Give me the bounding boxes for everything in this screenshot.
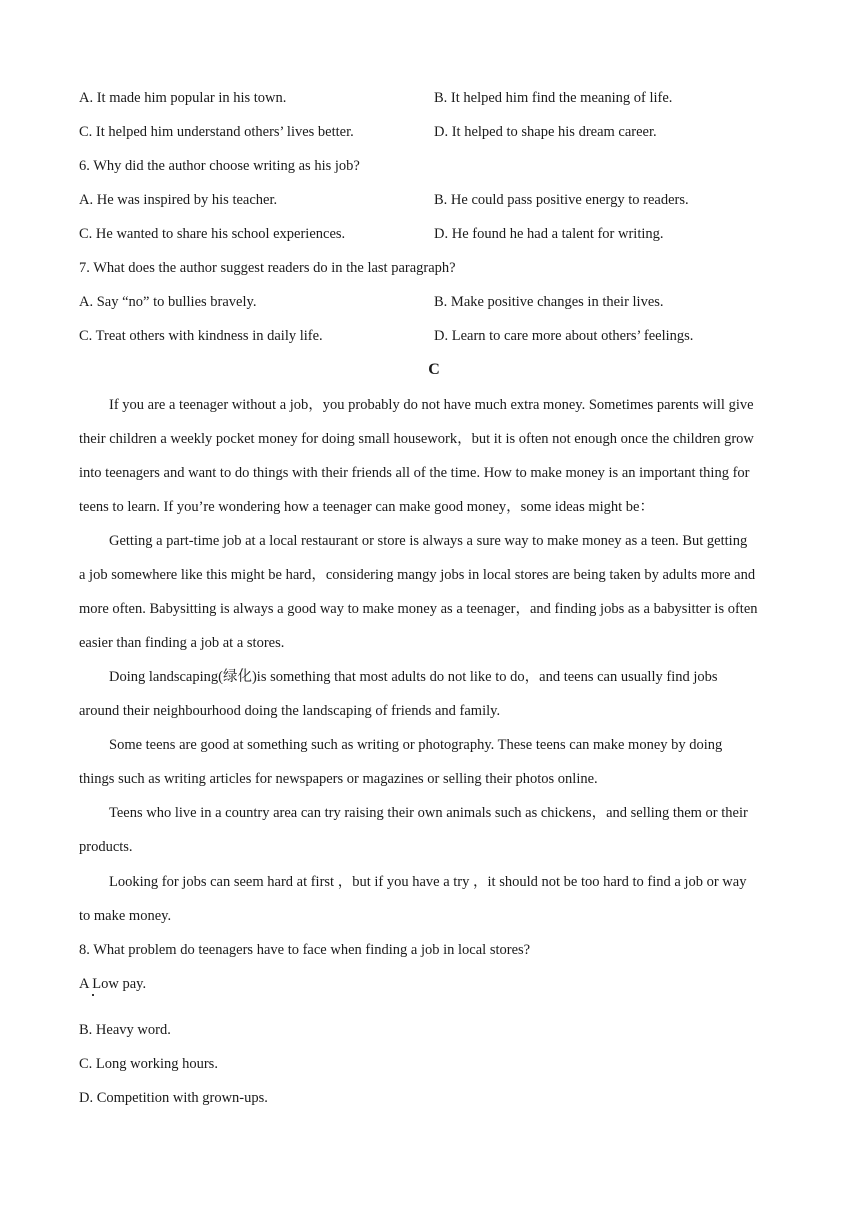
q7-option-c: C. Treat others with kindness in daily life. [79, 328, 323, 344]
q8-option-d: D. Competition with grown-ups. [79, 1090, 268, 1106]
passage-line: Looking for jobs can seem hard at first ，but if you have a try ，it should not be too hard to find a job or way [109, 874, 747, 890]
passage-line: around their neighbourhood doing the landscaping of friends and family. [79, 703, 501, 719]
q6-question: 6. Why did the author choose writing as his job? [79, 158, 360, 174]
q8-option-b: B. Heavy word. [79, 1022, 171, 1038]
passage-line: their children a weekly pocket money for doing small housework，but it is often not enough once the children grow [79, 431, 754, 447]
q8-question: 8. What problem do teenagers have to face when finding a job in local stores? [79, 942, 531, 958]
passage-line: Some teens are good at something such as writing or photography. These teens can make money by doing [109, 737, 723, 753]
passage-line: a job somewhere like this might be hard，considering mangy jobs in local stores are being taken by adults more and [79, 567, 756, 583]
q7-option-a: A. Say “no” to bullies bravely. [79, 294, 257, 310]
q8-option-c: C. Long working hours. [79, 1056, 218, 1072]
q7-option-d: D. Learn to care more about others’ feelings. [434, 328, 694, 344]
dot-mark [92, 994, 94, 996]
q6-option-c: C. He wanted to share his school experiences. [79, 226, 346, 242]
passage-line: more often. Babysitting is always a good way to make money as a teenager，and finding jobs as a babysitter is often [79, 601, 758, 617]
passage-line: easier than finding a job at a stores. [79, 635, 285, 651]
q6-option-d: D. He found he had a talent for writing. [434, 226, 664, 242]
q5-option-a: A. It made him popular in his town. [79, 90, 287, 106]
q5-option-c: C. It helped him understand others’ lives better. [79, 124, 354, 140]
passage-line: Doing landscaping(绿化)is something that most adults do not like to do，and teens can usually find jobs [109, 669, 718, 685]
section-heading: C [428, 361, 440, 378]
q6-option-b: B. He could pass positive energy to readers. [434, 192, 689, 208]
passage-line: teens to learn. If you’re wondering how a teenager can make good money，some ideas might be： [79, 499, 654, 515]
q8-option-a: A Low pay. [79, 976, 147, 992]
passage-line: If you are a teenager without a job，you probably do not have much extra money. Sometimes parents will give [109, 397, 754, 413]
q7-option-b: B. Make positive changes in their lives. [434, 294, 664, 310]
q5-option-d: D. It helped to shape his dream career. [434, 124, 657, 140]
q7-question: 7. What does the author suggest readers do in the last paragraph? [79, 260, 456, 276]
passage-line: Getting a part-time job at a local restaurant or store is always a sure way to make money as a teen. But getting [109, 533, 748, 549]
passage-line: into teenagers and want to do things with their friends all of the time. How to make money is an important thing for [79, 465, 750, 481]
passage-line: Teens who live in a country area can try raising their own animals such as chickens，and selling them or their [109, 805, 748, 821]
q6-option-a: A. He was inspired by his teacher. [79, 192, 278, 208]
q5-option-b: B. It helped him find the meaning of life. [434, 90, 673, 106]
passage-line: to make money. [79, 908, 172, 924]
passage-line: things such as writing articles for newspapers or magazines or selling their photos online. [79, 771, 598, 787]
passage-line: products. [79, 839, 133, 855]
